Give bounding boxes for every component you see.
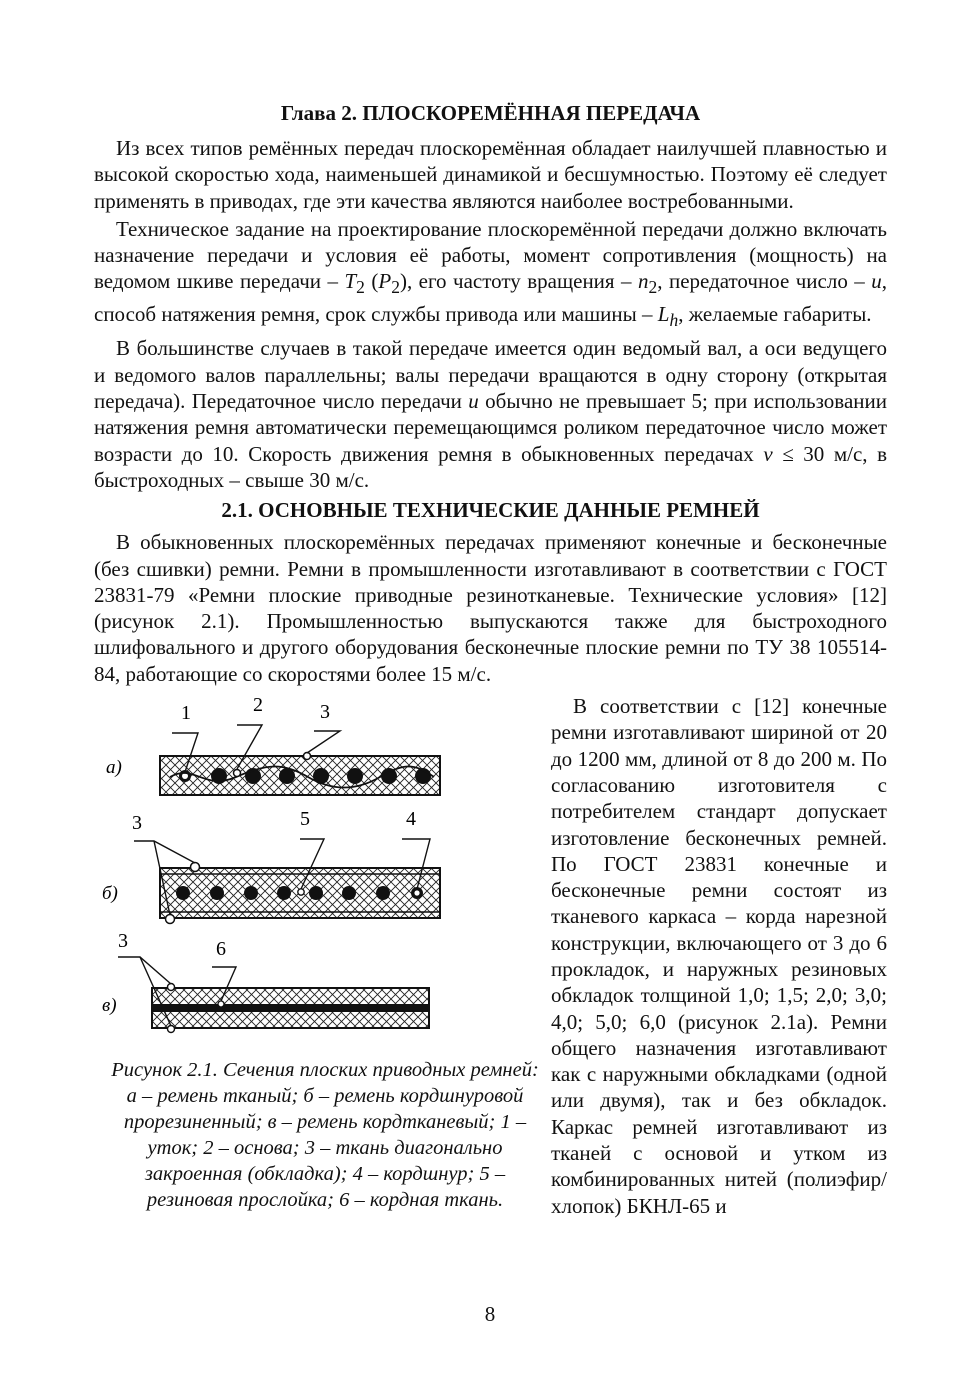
page-content [94,100,887,1253]
label-a: а) [106,757,122,779]
cord-fabric-layer [152,1004,429,1012]
cover-marker-b-top [191,863,200,872]
num-2: 2 [253,694,263,717]
interlayer-marker [298,889,304,895]
intro-paragraph-3: В большинстве случаев в такой передаче имеется один ведомый вал, а оси ведущего и ведомого валов параллельны; валы передачи вращаются в одну сторону (открытая передача). Передаточное число передачи u обычно не превышает 5; при использовании натяжения ремня автоматически перемещающимся роликом передаточное число может возрасти до 10. Скорость движения ремня в обыкновенных передачах v ≤ 30 м/с, в быстроходных – свыше 30 м/с. [94,336,887,492]
section-title: 2.1. ОСНОВНЫЕ ТЕХНИЧЕСКИЕ ДАННЫЕ РЕМНЕЙ [221,498,760,523]
chapter-title: Глава 2. ПЛОСКОРЕМЁННАЯ ПЕРЕДАЧА [280,101,701,125]
figure-2-1 [94,693,539,1053]
num-1: 1 [181,702,191,725]
belt-a-body [160,756,440,795]
figure-and-text [94,693,887,1253]
intro-paragraph-2: Техническое задание на проектирование плоскоремённой передачи должно включать назначение передачи и условия её работы, момент сопротивления (мощность) на ведомом шкиве передачи – $T_2$ $(P_2)$, его частоту вращения – $n_2$, передаточное число – u, способ натяжения ремня, срок службы привода или машины – $L_h$, желаемые габариты. [94,216,887,331]
label-b: б) [102,883,118,905]
cover-marker-b-bottom [166,915,175,924]
cord-fabric-marker [218,1001,224,1007]
num-4: 4 [406,808,416,831]
figure-caption: Рисунок 2.1. Сечения плоских приводных ремней: а – ремень тканый; б – ремень кордшнуровой прорезиненный; в – ремень кордтканевый; 1 – уток; 2 – основа; 3 – ткань диагонально закроенная (обкладка); 4 – кордшнур; 5 – резиновая прослойка; 6 – кордная ткань. [111,1059,539,1212]
belt-sections-drawing [94,693,539,1053]
page-number: 8 [484,1302,496,1326]
cover-marker-a [304,753,311,760]
label-v: в) [102,995,117,1017]
num-3a: 3 [320,701,330,724]
side-paragraph: В соответствии с [12] конечные ремни изготавливают шириной от 20 до 1200 мм, длиной от 8 до 200 м. По согласованию изготовителя с потребителем стандарт допускает изготовление бесконечных ремней. По ГОСТ 23831 конечные и бесконечные ремни состоят из тканевого каркаса – корда нарезной конструкции, включающего от 3 до 6 прокладок, и наружных резиновых обкладок толщиной 1,0; 1,5; 2,0; 3,0; 4,0; 5,0; 6,0 (рисунок 2.1а). Ремни общего назначения изготавливают как с наружными обкладками (одной или двумя), так и без обкладок. Каркас ремней изготавливают из тканей с основой и утком из комбинированных нитей (полиэфир/хлопок) БКНЛ-65 и [551,694,887,1218]
leader-3a [307,731,340,753]
cover-marker-v-bottom [168,1026,175,1033]
cord-marker [414,890,419,895]
num-3c: 3 [118,930,128,953]
section-paragraph-1: В обыкновенных плоскоремённых передачах применяют конечные и бесконечные (без сшивки) ремни. Ремни в промышленности изготавливают в соответствии с ГОСТ 23831-79 «Ремни плоские приводные резинотканевые. Технические условия» [12] (рисунок 2.1). Промышленностью выпускаются также для быстроходного шлифовального и другого оборудования бесконечные плоские ремни по ТУ 38 105514-84, работающие со скоростями более 15 м/с. [94,530,887,686]
num-5: 5 [300,808,310,831]
leader-3c-top [118,957,171,984]
leader-3b-top [134,841,195,863]
num-3b: 3 [132,812,142,835]
cover-marker-v-top [168,984,175,991]
num-6: 6 [216,938,226,961]
intro-paragraph-1: Из всех типов ремённых передач плоскоремённая обладает наилучшей плавностью и высокой скоростью хода, наименьшей динамикой и бесшумностью. Поэтому её следует применять в приводах, где эти качества являются наиболее востребованными. [94,136,887,213]
warp-marker [234,770,241,777]
